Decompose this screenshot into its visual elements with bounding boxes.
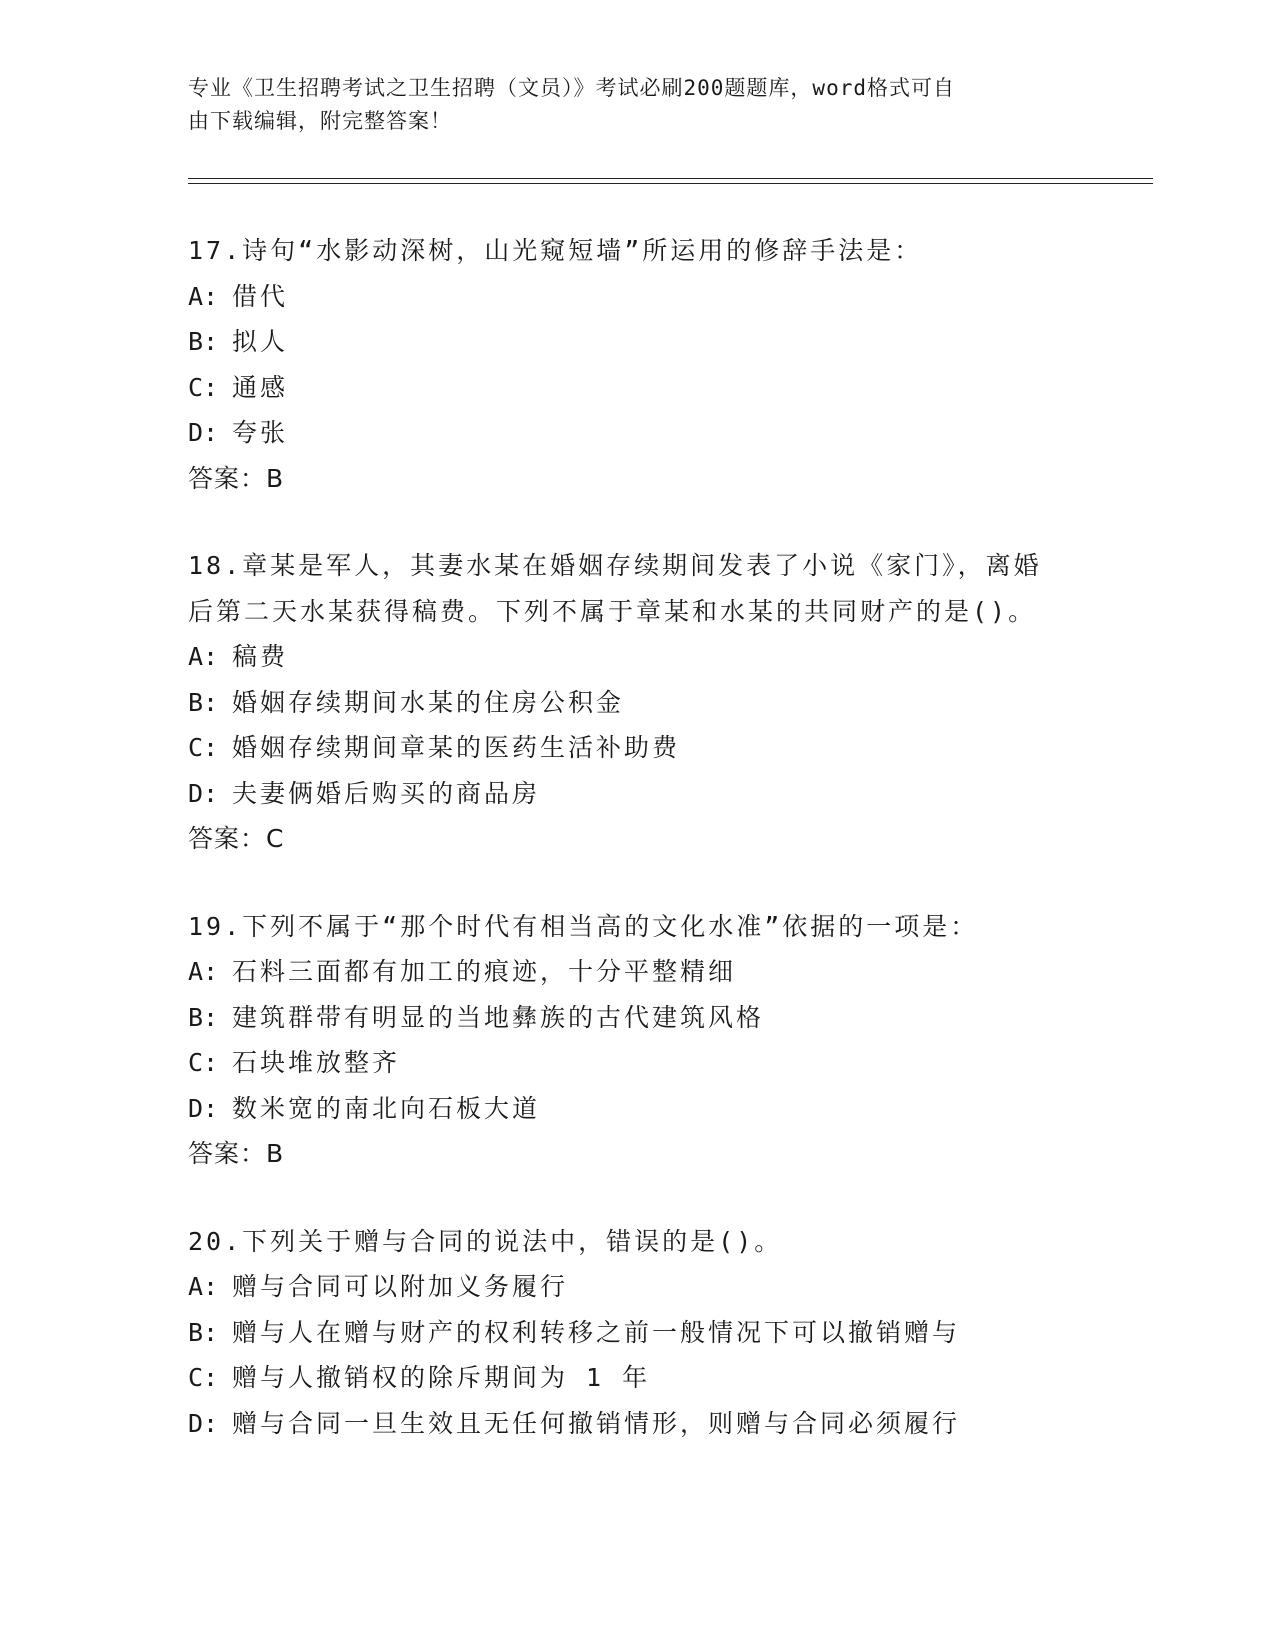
option-key: A:	[188, 957, 219, 986]
answer-line: 答案：C	[188, 824, 285, 853]
option-key: C:	[188, 1048, 219, 1077]
answer-option	[188, 725, 1108, 771]
answer-option	[188, 1401, 1108, 1447]
answer-option	[188, 365, 1108, 411]
option-text: 拟人	[232, 327, 289, 356]
question-block	[188, 543, 1108, 862]
question-stem-line: 19.下列不属于“那个时代有相当高的文化水准”依据的一项是：	[188, 911, 979, 941]
option-text: 通感	[232, 372, 289, 402]
answer-option	[188, 1310, 1108, 1356]
option-text: 夫妻俩婚后购买的商品房	[232, 778, 541, 808]
answer-option	[188, 680, 1108, 726]
answer-option	[188, 771, 1108, 817]
question-block	[188, 228, 1108, 501]
question-stem-line: 18.章某是军人，其妻水某在婚姻存续期间发表了小说《家门》，离婚	[188, 551, 1042, 580]
option-key: C:	[188, 1363, 219, 1392]
answer-option	[188, 1040, 1108, 1086]
option-text: 借代	[232, 281, 289, 311]
option-text: 石块堆放整齐	[232, 1048, 401, 1077]
document-header	[188, 72, 1088, 138]
question-stem-line: 17.诗句“水影动深树，山光窥短墙”所运用的修辞手法是：	[188, 236, 923, 265]
option-text: 婚姻存续期间章某的医药生活补助费	[232, 733, 681, 762]
option-text: 数米宽的南北向石板大道	[232, 1093, 541, 1123]
question-block	[188, 1219, 1108, 1447]
option-key: C:	[188, 733, 219, 762]
header-line-1: 专业《卫生招聘考试之卫生招聘（文员）》考试必刷200题题库，word格式可自	[188, 76, 955, 100]
answer-option	[188, 410, 1108, 456]
answer-option	[188, 1086, 1108, 1132]
answer-line: 答案：B	[188, 1139, 285, 1168]
option-text: 赠与合同可以附加义务履行	[232, 1272, 569, 1301]
answer-option	[188, 949, 1108, 995]
option-key: D:	[188, 1408, 219, 1438]
option-key: A:	[188, 1272, 219, 1301]
header-line-2: 由下载编辑，附完整答案！	[188, 109, 452, 133]
option-key: C:	[188, 372, 219, 402]
question-stem-line: 20.下列关于赠与合同的说法中，错误的是()。	[188, 1226, 783, 1256]
option-key: B:	[188, 1317, 219, 1347]
option-key: A:	[188, 281, 219, 311]
option-text: 夸张	[232, 418, 289, 447]
option-key: A:	[188, 642, 219, 671]
option-text: 赠与合同一旦生效且无任何撤销情形，则赠与合同必须履行	[232, 1408, 961, 1438]
option-text: 建筑群带有明显的当地彝族的古代建筑风格	[232, 1002, 765, 1032]
answer-option	[188, 1264, 1108, 1310]
answer-option	[188, 995, 1108, 1041]
option-key: B:	[188, 327, 219, 356]
option-key: B:	[188, 687, 219, 717]
answer-option	[188, 319, 1108, 365]
header-divider-bottom	[188, 183, 1153, 184]
header-divider-top	[188, 178, 1153, 179]
option-key: D:	[188, 1093, 219, 1123]
option-text: 赠与人撤销权的除斥期间为 1 年	[232, 1363, 651, 1392]
answer-option	[188, 274, 1108, 320]
answer-line: 答案：B	[188, 463, 285, 493]
question-list	[188, 228, 1108, 1488]
option-text: 赠与人在赠与财产的权利转移之前一般情况下可以撤销赠与	[232, 1317, 961, 1347]
answer-option	[188, 1355, 1108, 1401]
option-text: 稿费	[232, 642, 289, 671]
option-text: 石料三面都有加工的痕迹，十分平整精细	[232, 957, 737, 986]
question-block	[188, 904, 1108, 1177]
option-key: D:	[188, 418, 219, 447]
option-text: 婚姻存续期间水某的住房公积金	[232, 687, 625, 717]
option-key: D:	[188, 778, 219, 808]
question-stem-line: 后第二天水某获得稿费。下列不属于章某和水某的共同财产的是()。	[188, 596, 1037, 626]
answer-option	[188, 634, 1108, 680]
option-key: B:	[188, 1002, 219, 1032]
